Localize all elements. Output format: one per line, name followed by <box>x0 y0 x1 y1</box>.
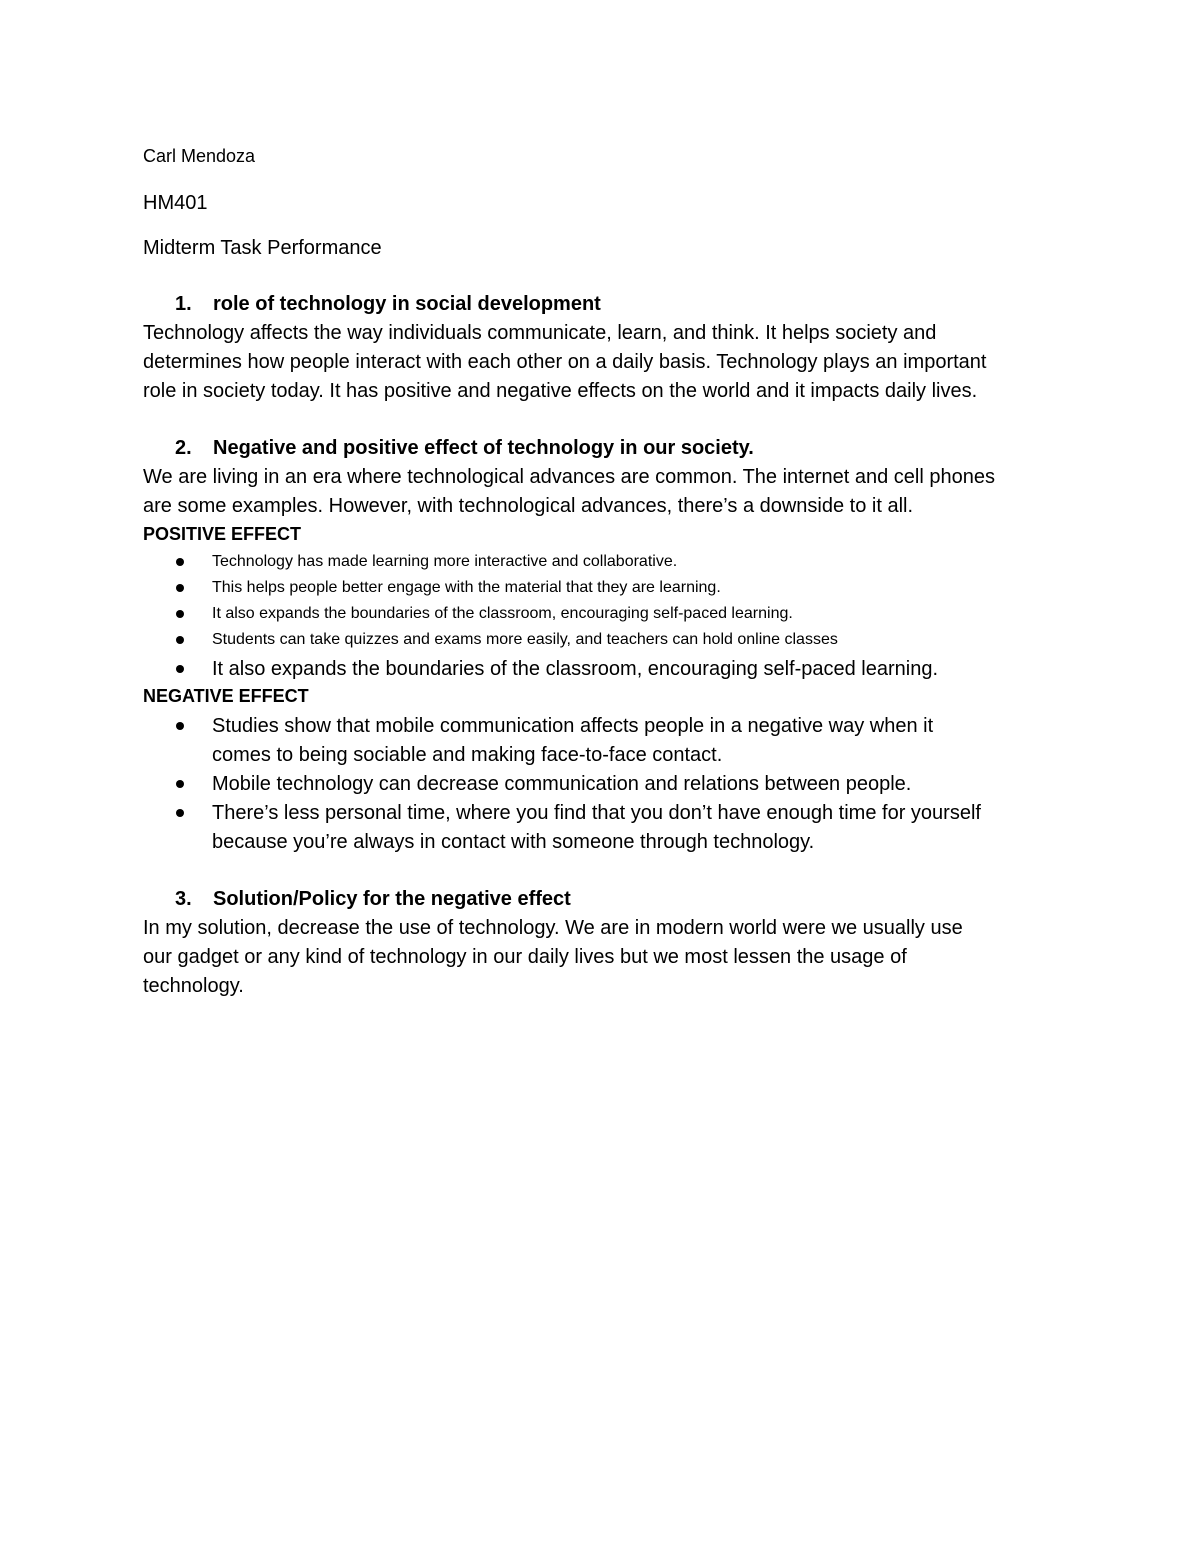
section-2-number: 2. <box>175 437 192 459</box>
bullet-icon <box>176 722 184 730</box>
section-3-line: our gadget or any kind of technology in our daily lives but we most lessen the usage of <box>143 946 907 968</box>
list-item-text: This helps people better engage with the material that they are learning. <box>212 579 721 596</box>
section-2-title: Negative and positive effect of technology in our society. <box>213 437 754 459</box>
list-item-text: Mobile technology can decrease communication and relations between people. <box>212 773 912 795</box>
list-item-text: Studies show that mobile communication affects people in a negative way when it <box>212 715 934 737</box>
bullet-icon <box>176 610 184 618</box>
section-1-title: role of technology in social development <box>213 293 601 315</box>
bullet-icon <box>176 558 184 566</box>
section-3-line: technology. <box>143 975 244 997</box>
course-code: HM401 <box>143 192 208 214</box>
section-1-line: role in society today. It has positive and negative effects on the world and it impacts daily lives. <box>143 380 978 402</box>
bullet-icon <box>176 636 184 644</box>
document-title: Midterm Task Performance <box>143 237 382 259</box>
positive-effect-label: POSITIVE EFFECT <box>143 524 302 544</box>
author-name: Carl Mendoza <box>143 146 256 166</box>
bullet-icon <box>176 780 184 788</box>
section-2-line: are some examples. However, with technological advances, there’s a downside to it all. <box>143 495 914 517</box>
section-3-number: 3. <box>175 888 192 910</box>
list-item-text: comes to being sociable and making face-to-face contact. <box>212 744 723 766</box>
section-1-line: determines how people interact with each other on a daily basis. Technology plays an important <box>143 351 987 373</box>
section-1-line: Technology affects the way individuals communicate, learn, and think. It helps society and <box>143 322 937 344</box>
bullet-icon <box>176 665 184 673</box>
section-1-number: 1. <box>175 293 192 315</box>
list-item-text: because you’re always in contact with someone through technology. <box>212 831 815 853</box>
list-item-text: It also expands the boundaries of the classroom, encouraging self-paced learning. <box>212 605 793 622</box>
negative-effect-label: NEGATIVE EFFECT <box>143 686 309 706</box>
section-2-line: We are living in an era where technological advances are common. The internet and cell phones <box>143 466 995 488</box>
list-item-text: It also expands the boundaries of the classroom, encouraging self-paced learning. <box>212 658 939 680</box>
section-3-title: Solution/Policy for the negative effect <box>213 888 571 910</box>
list-item-text: Technology has made learning more interactive and collaborative. <box>212 553 678 570</box>
section-3-line: In my solution, decrease the use of technology. We are in modern world were we usually use <box>143 917 963 939</box>
list-item-text: Students can take quizzes and exams more easily, and teachers can hold online classes <box>212 631 838 648</box>
bullet-icon <box>176 809 184 817</box>
bullet-icon <box>176 584 184 592</box>
list-item-text: There’s less personal time, where you find that you don’t have enough time for yourself <box>212 802 981 824</box>
